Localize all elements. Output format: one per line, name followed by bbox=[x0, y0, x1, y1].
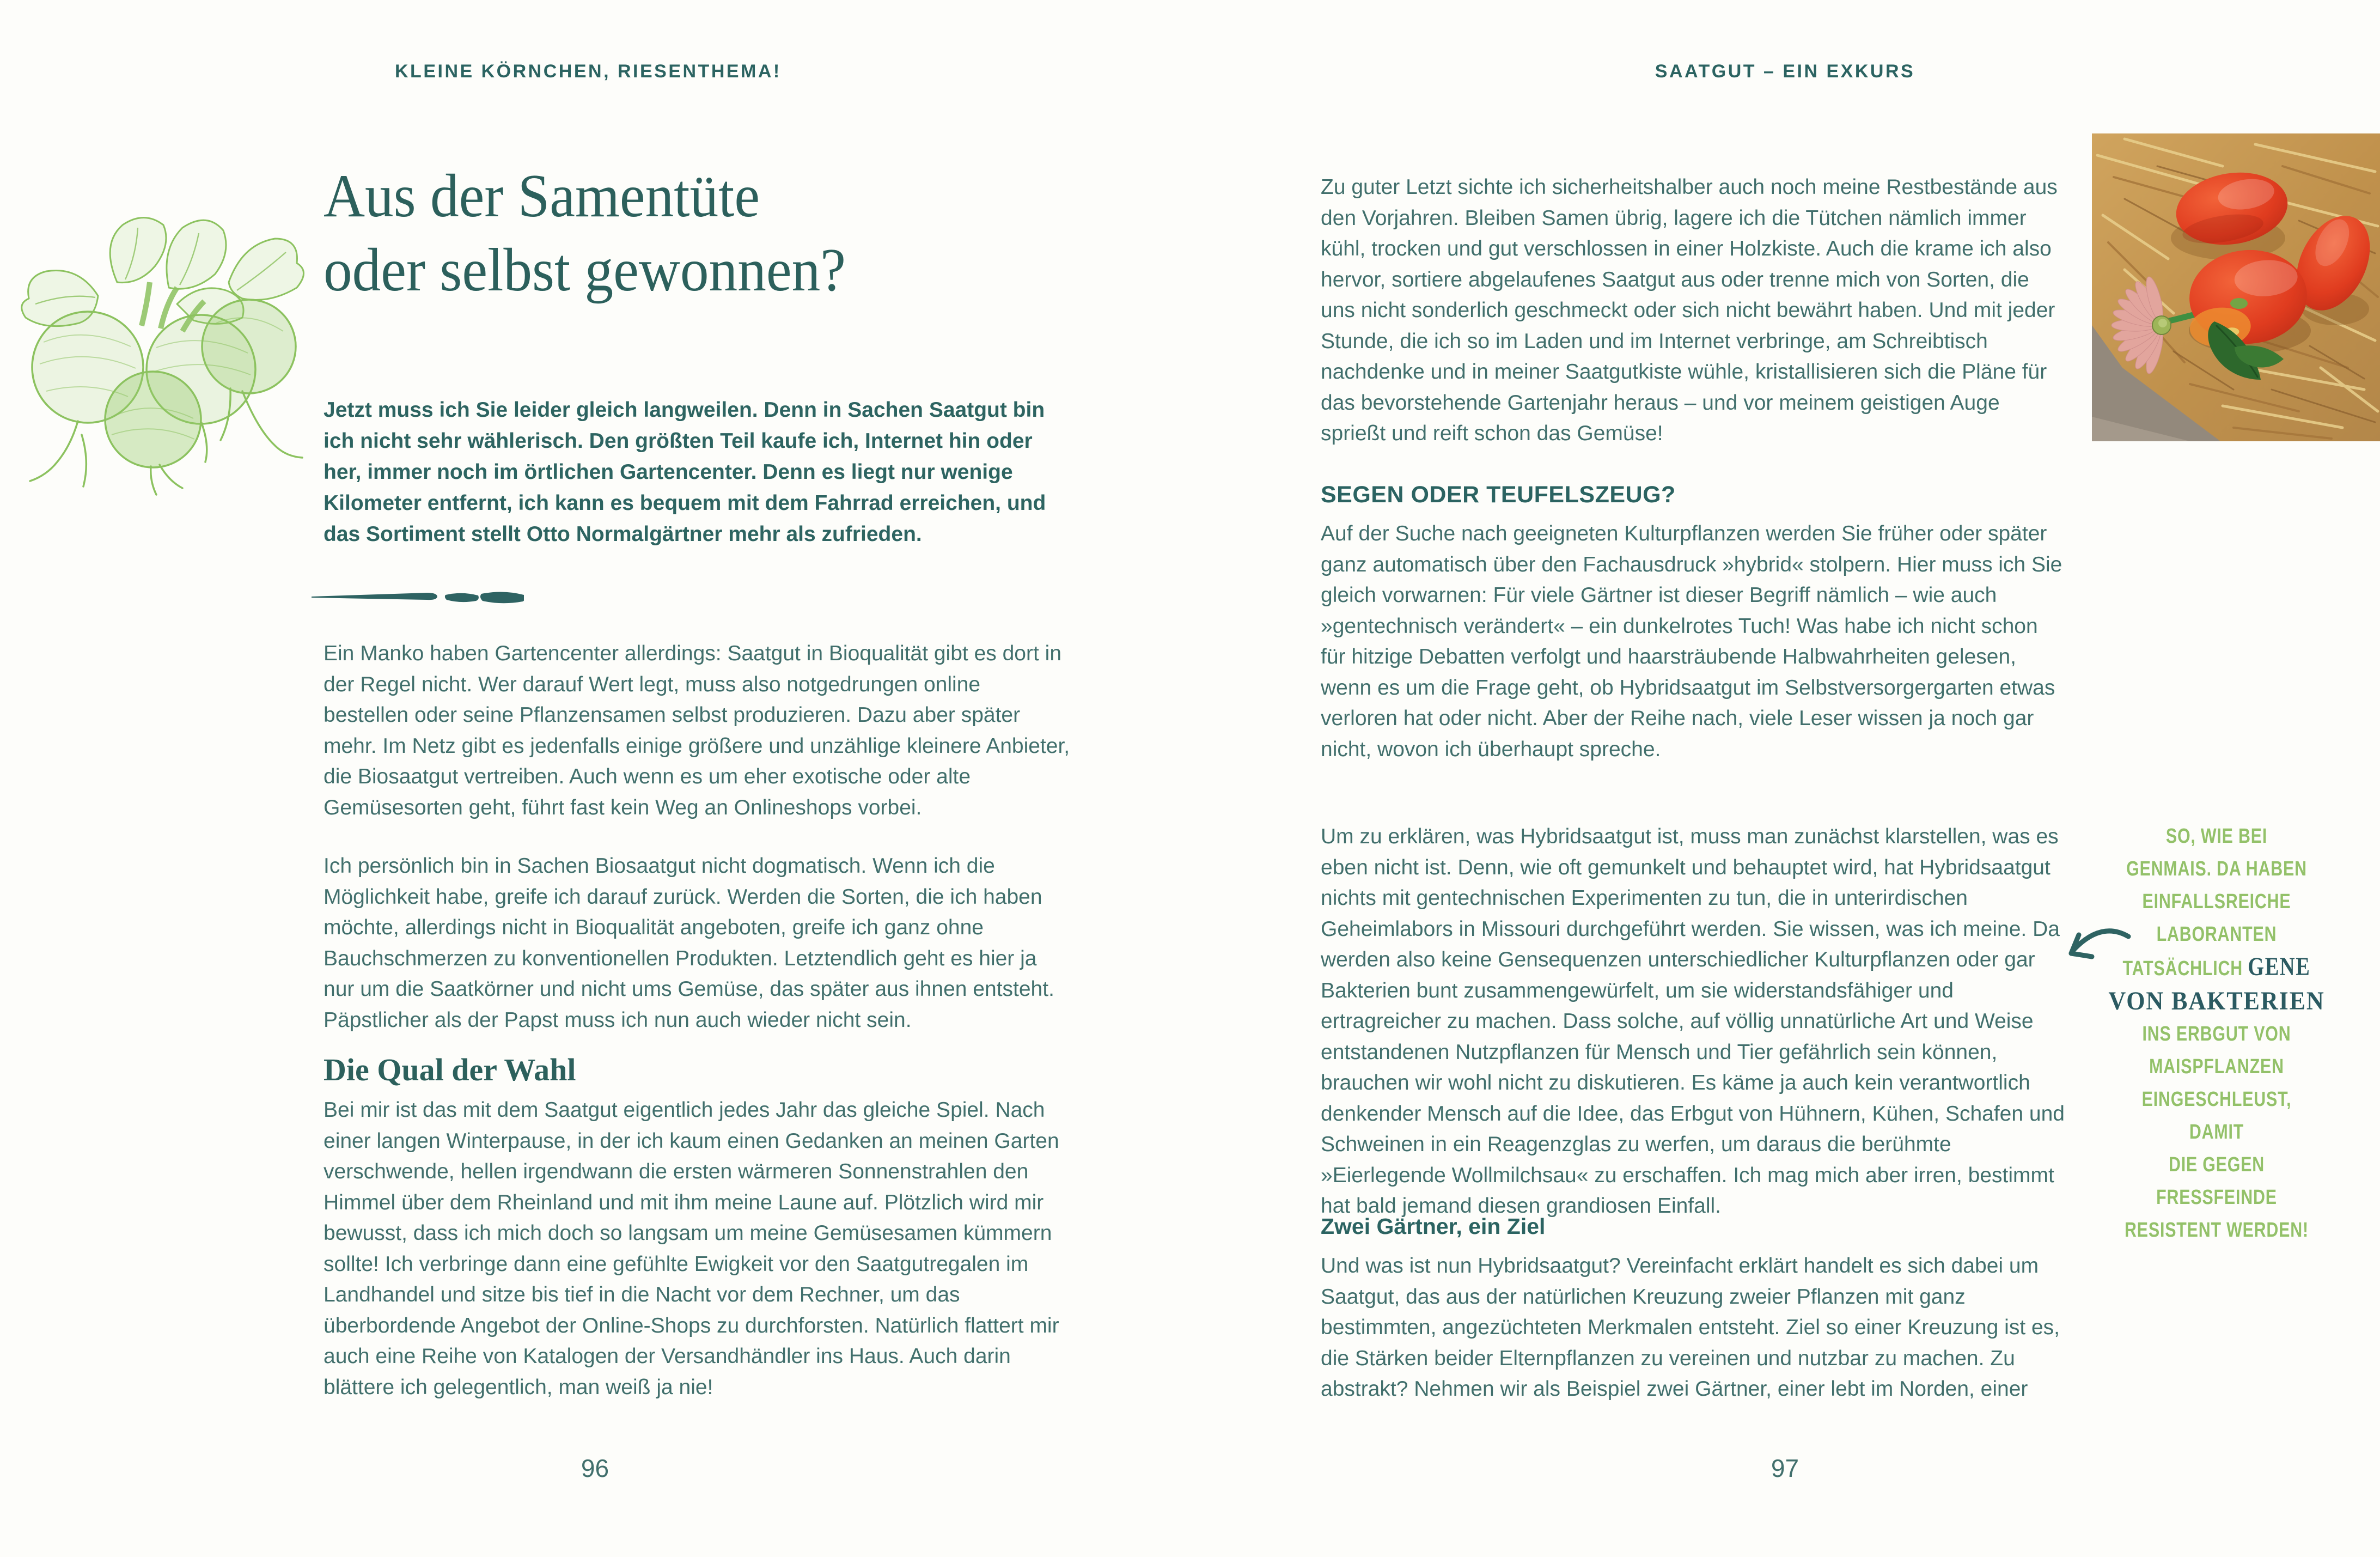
chapter-title bbox=[324, 159, 846, 307]
body-paragraph: Und was ist nun Hybridsaatgut? Vereinfacht erklärt handelt es sich dabei um Saatgut, das aus der natürlichen Kreuzung zweier Pflanzen mit ganz bestimmten, angezüchteten Merkmalen entsteht. Ziel so einer Kreuzung ist es, die Stärken beider Elternpflanzen zu vereinen und nutzbar zu machen. Zu abstrakt? Nehmen wir als Beispiel zwei Gärtner, einer lebt im Norden, einer bbox=[1321, 1254, 2060, 1401]
margin-note-line: INS ERBGUT VON bbox=[2142, 1023, 2291, 1045]
body-paragraph: Ich persönlich bin in Sachen Biosaatgut nicht dogmatisch. Wenn ich die Möglichkeit habe, greife ich darauf zurück. Werden die Sorten, die ich haben möchte, allerdings nicht in Bioqualität angeboten, greife ich ganz ohne Bauchschmerzen zu konventionellen Produkten. Letztendlich geht es hier ja nur um die Saatkörner und nicht ums Gemüse, das später aus ihnen entsteht. Päpstlicher als der Papst muss ich nun auch wieder nicht sein. bbox=[324, 854, 1054, 1032]
margin-note-line bbox=[2115, 951, 2318, 985]
body-paragraph: Zu guter Letzt sichte ich sicherheitshalber auch noch meine Restbestände aus den Vorjahren. Bleiben Samen übrig, lagere ich die Tütchen nämlich immer kühl, trocken und gut verschlossen in einer Holzkiste. Auch die krame ich also hervor, sortiere abgelaufenes Saatgut aus oder trenne mich von Sorten, die uns nicht sonderlich geschmeckt oder sich nicht bewährt haben. Und mit jeder Stunde, die ich so im Laden und im Internet verbringe, am Schreibtisch nachdenke und in meiner Saatgutkiste wühle, kristallisieren sich die Pläne für das bevorstehende Gartenjahr heraus – und vor meinem geistigen Auge sprießt und reift schon das Gemüse! bbox=[1321, 175, 2058, 445]
margin-note-dark-segment: GENE bbox=[2248, 952, 2311, 981]
margin-note-line: EINFALLSREICHE bbox=[2142, 890, 2291, 913]
margin-note-line: SO, WIE BEI bbox=[2165, 825, 2268, 848]
margin-note bbox=[2090, 820, 2344, 1246]
body-paragraph: Bei mir ist das mit dem Saatgut eigentlich jedes Jahr das gleiche Spiel. Nach einer langen Winterpause, in der ich kaum einen Gedanken an meinen Garten verschwende, hellen irgendwann die ersten wärmeren Sonnenstrahlen den Himmel über dem Rheinland und mit ihm meine Laune auf. Plötzlich wird mir bewusst, dass ich mich doch so langsam um meine Gemüsesamen kümmern sollte! Ich verbringe dann eine gefühlte Ewigkeit vor den Saatgutregalen im Landhandel und sitze bis tief in die Nacht vor dem Rechner, um das überbordende Angebot der Online-Shops zu durchforsten. Natürlich flattert mir auch eine Reihe von Katalogen der Versandhändler ins Haus. Auch darin blättere ich gelegentlich, man weiß ja nie! bbox=[324, 1098, 1059, 1399]
body-paragraph: Auf der Suche nach geeigneten Kulturpflanzen werden Sie früher oder später ganz automatisch über den Fachausdruck »hybrid« stolpern. Hier muss ich Sie gleich vorwarnen: Für viele Gärtner ist dieser Begriff nämlich – wie auch »gentechnisch verändert« – ein dunkelrotes Tuch! Was habe ich nicht schon für hitzige Debatten verfolgt und haarsträubende Halbwahrheiten gelesen, wenn es um die Frage geht, ob Hybridsaatgut im Selbstversorgergarten etwas verloren hat oder nicht. Aber der Reihe nach, viele Leser wissen ja noch gar nicht, wovon ich überhaupt spreche. bbox=[1321, 522, 2062, 761]
chapter-title-line1: Aus der Samentüte bbox=[324, 162, 760, 230]
page-number-left: 96 bbox=[581, 1454, 609, 1482]
section-heading-segen: SEGEN ODER TEUFELSZEUG? bbox=[1321, 482, 1676, 508]
radish-sketch-illustration bbox=[14, 200, 310, 497]
brush-stroke-divider-icon bbox=[312, 587, 524, 607]
running-head-right: SAATGUT – EIN EXKURS bbox=[1655, 61, 1915, 82]
page-number-right: 97 bbox=[1771, 1454, 1799, 1482]
margin-note-line: DIE GEGEN FRESSFEINDE bbox=[2156, 1153, 2277, 1209]
running-head-left: KLEINE KÖRNCHEN, RIESENTHEMA! bbox=[395, 61, 782, 82]
margin-note-line: GENMAIS. DA HABEN bbox=[2126, 857, 2307, 880]
margin-note-line: MAISPFLANZEN bbox=[2149, 1055, 2284, 1078]
chapter-title-line2: oder selbst gewonnen? bbox=[324, 236, 846, 304]
page-97 bbox=[1190, 0, 2380, 1557]
intro-paragraph: Jetzt muss ich Sie leider gleich langweilen. Denn in Sachen Saatgut bin ich nicht sehr wählerisch. Den größten Teil kaufe ich, Internet hin oder her, immer noch im örtlichen Gartencenter. Denn es liegt nur wenige Kilometer entfernt, ich kann es bequem mit dem Fahrrad erreichen, und das Sortiment stellt Otto Normalgärtner mehr als zufrieden. bbox=[324, 398, 1046, 546]
subheading-zwei-gaertner: Zwei Gärtner, ein Ziel bbox=[1321, 1214, 1546, 1239]
body-paragraph: Ein Manko haben Gartencenter allerdings: Saatgut in Bioqualität gibt es dort in der Regel nicht. Wer darauf Wert legt, muss also notgedrungen online bestellen oder seine Pflanzensamen selbst produzieren. Dazu aber später mehr. Im Netz gibt es jedenfalls einige größere und unzählige kleinere Anbieter, die Biosaatgut vertreiben. Auch wenn es um eher exotische oder alte Gemüsesorten geht, führt fast kein Weg an Onlineshops vorbei. bbox=[324, 642, 1070, 819]
margin-note-line: LABORANTEN bbox=[2156, 923, 2277, 946]
margin-note-line: VON BAKTERIEN bbox=[2108, 987, 2325, 1015]
tomatoes-on-straw-photo bbox=[2092, 133, 2380, 441]
margin-note-green-segment: TATSÄCHLICH bbox=[2122, 957, 2243, 980]
margin-note-line: RESISTENT WERDEN! bbox=[2125, 1219, 2309, 1242]
section-heading-qual-der-wahl: Die Qual der Wahl bbox=[324, 1052, 576, 1087]
margin-note-line: EINGESCHLEUST, DAMIT bbox=[2141, 1088, 2292, 1144]
body-paragraph: Um zu erklären, was Hybridsaatgut ist, muss man zunächst klarstellen, was es eben nicht ist. Denn, wie oft gemunkelt und behauptet wird, hat Hybridsaatgut nichts mit gentechnischen Experimenten zu tun, die in unterirdischen Geheimlabors in Missouri durchgeführt werden. Sie wissen, was ich meine. Da werden also keine Gensequenzen unterschiedlicher Kulturpflanzen oder gar Bakterien bunt zusammengewürfelt, um sie widerstandsfähiger und ertragreicher zu machen. Dass solche, auf völlig unnatürliche Art und Weise entstandenen Nutzpflanzen für Mensch und Tier gefährlich sein können, brauchen wir wohl nicht zu diskutieren. Es käme ja auch kein verantwortlich denkender Mensch auf die Idee, das Erbgut von Hühnern, Kühen, Schafen und Schweinen in ein Reagenzglas zu werfen, um daraus die berühmte »Eierlegende Wollmilchsau« zu erschaffen. Ich mag mich aber irren, bestimmt hat bald jemand diesen grandiosen Einfall. bbox=[1321, 825, 2065, 1218]
